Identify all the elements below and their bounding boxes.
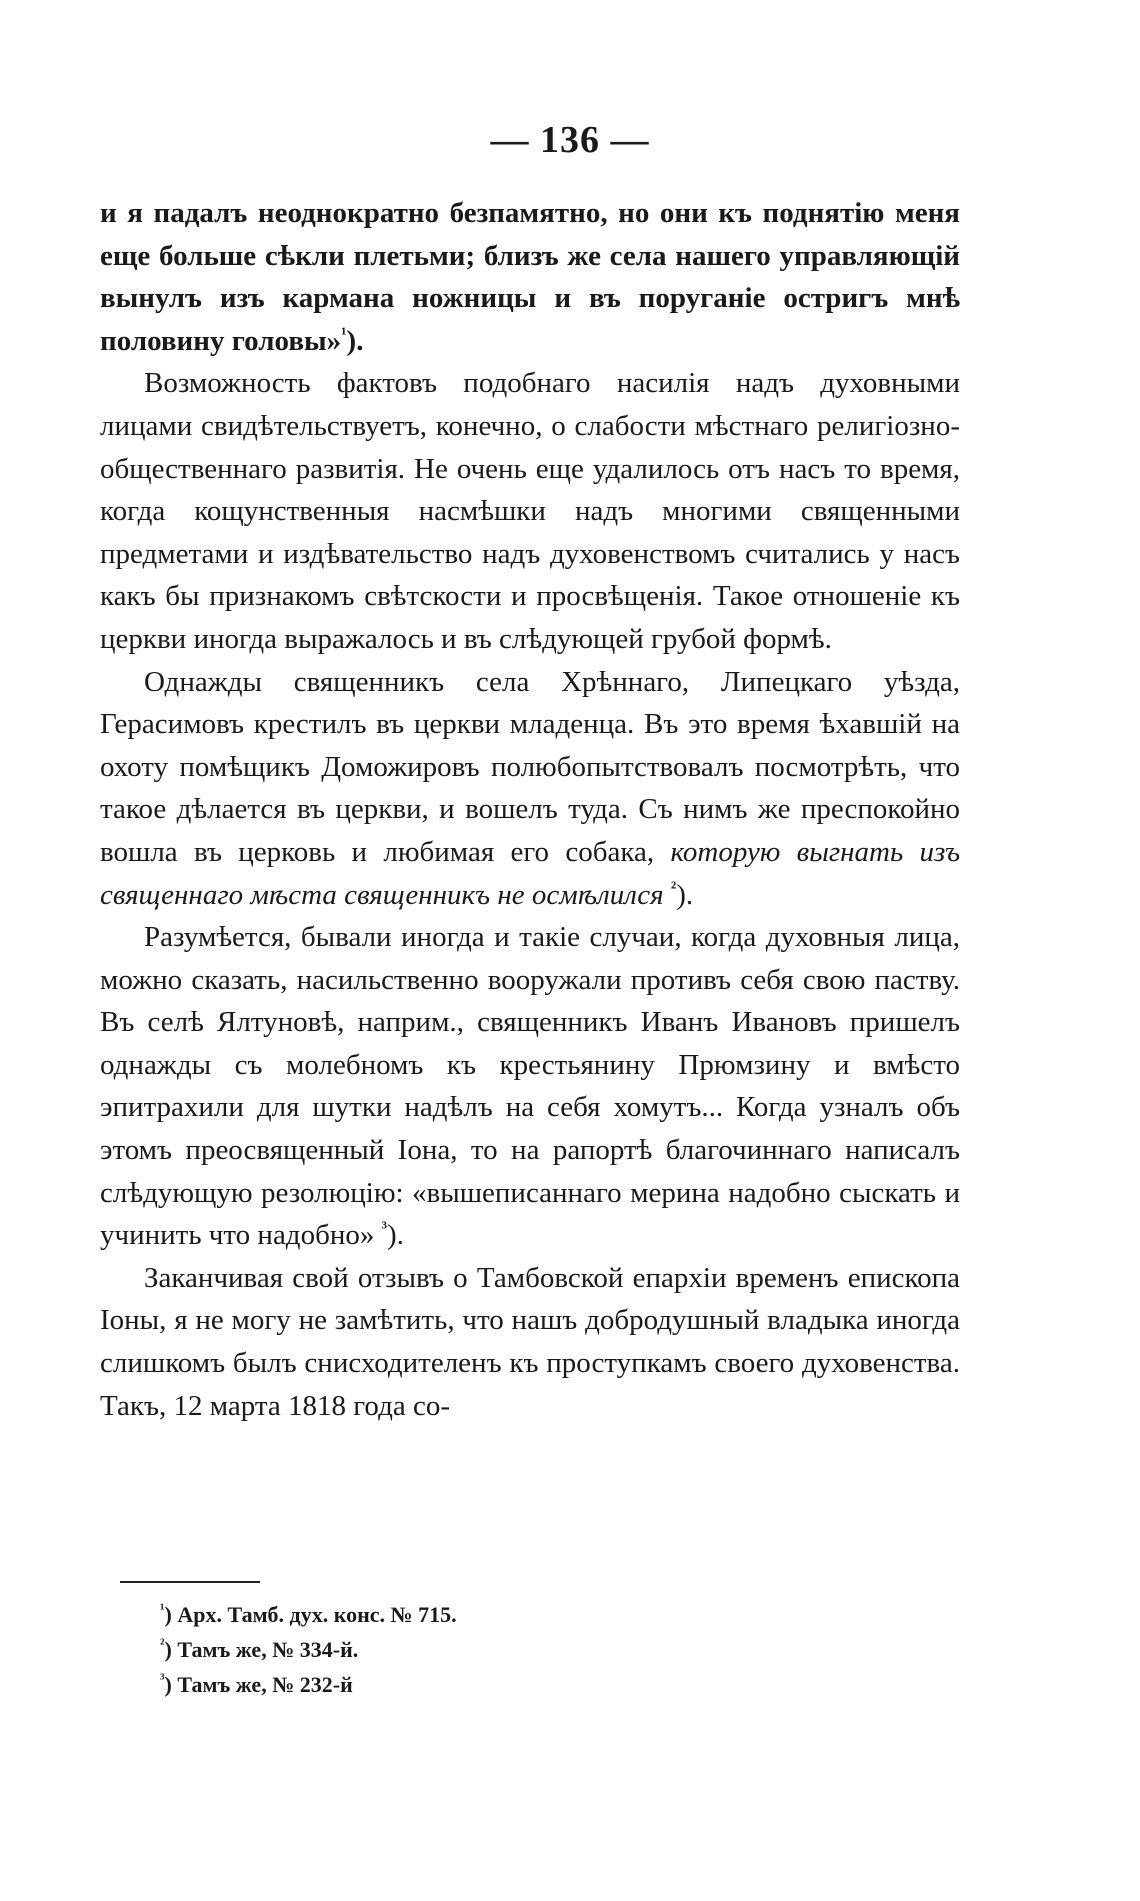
paragraph-3-italic: которую выгнать изъ священнаго мѣста священникъ не осмѣлился [100, 835, 960, 911]
footnote-1-mark: ¹ [160, 1601, 165, 1618]
footnote-ref-2: ² [670, 876, 677, 897]
footnote-2-text: ) Тамъ же, № 334-й. [164, 1637, 359, 1662]
paragraph-4 [100, 916, 960, 1257]
footnote-1 [160, 1597, 860, 1632]
footnote-2-mark: ² [160, 1636, 165, 1653]
paragraph-5 [100, 1257, 960, 1427]
page-number: — 136 — [490, 119, 650, 161]
footnote-3-mark: ³ [160, 1671, 165, 1688]
footnote-1-text: ) Арх. Тамб. дух. конс. № 715. [164, 1602, 457, 1627]
footnotes [160, 1597, 860, 1702]
footnote-2 [160, 1632, 860, 1667]
paragraph-2 [100, 362, 960, 660]
footnote-divider [120, 1581, 260, 1583]
footnote-3-text: ) Тамъ же, № 232-й [164, 1672, 353, 1697]
paragraph-4-tail: ). [387, 1219, 404, 1252]
paragraph-1 [100, 192, 960, 362]
paragraph-2-text: Возможность фактовъ подобнаго насилія надъ духовными лицами свидѣтельствуетъ, конечно, о слабости мѣстнаго религіозно-общественнаго развитія. Не очень еще удалилось отъ насъ то время, когда кощунственныя насмѣшки надъ многими священными предметами и издѣвательство надъ духовенствомъ считались у насъ какъ бы признакомъ свѣтскости и просвѣщенія. Такое отношеніе къ церкви иногда выражалось и въ слѣдующей грубой формѣ. [100, 367, 960, 655]
main-text [100, 192, 960, 1427]
footnote-3 [160, 1667, 860, 1702]
paragraph-1-text: и я падалъ неоднократно безпамятно, но они къ поднятію меня еще больше сѣкли плетьми; близъ же села нашего управляющій вынулъ изъ кармана ножницы и въ поруганіе остригъ мнѣ половину головы» [100, 197, 960, 357]
paragraph-1-tail: ). [346, 324, 364, 357]
paragraph-3-text: Однажды священникъ села Хрѣннаго, Липецкаго уѣзда, Герасимовъ крестилъ въ церкви младенца. Въ это время ѣхавшій на охоту помѣщикъ Доможировъ полюбопытствовалъ посмотрѣть, что такое дѣлается въ церкви, и вошелъ туда. Съ нимъ же преспокойно вошла въ церковь и любимая его собака, [100, 665, 960, 868]
footnote-ref-3: ³ [381, 1217, 387, 1238]
footnote-ref-1: ¹ [341, 323, 347, 344]
paragraph-5-text: Заканчивая свой отзывъ о Тамбовской епархіи временъ епископа Іоны, я не могу не замѣтить, что нашъ добродушный владыка иногда слишкомъ былъ снисходителенъ къ проступкамъ своего духовенства. Такъ, 12 марта 1818 года со- [100, 1261, 960, 1422]
paragraph-3 [100, 661, 960, 917]
paragraph-4-text: Разумѣется, бывали иногда и такіе случаи, когда духовныя лица, можно сказать, насильственно вооружали противъ себя свою паству. Въ селѣ Ялтуновѣ, наприм., священникъ Иванъ Ивановъ пришелъ однажды съ молебномъ къ крестьянину Прюмзину и вмѣсто эпитрахили для шутки надѣлъ на себя хомутъ... Когда узналъ объ этомъ преосвященный Іона, то на рапортѣ благочиннаго написалъ слѣдующую резолюцію: «вышеписаннаго мерина надобно сыскать и учинить что надобно» [100, 921, 960, 1252]
paragraph-3-tail: ). [676, 878, 694, 911]
